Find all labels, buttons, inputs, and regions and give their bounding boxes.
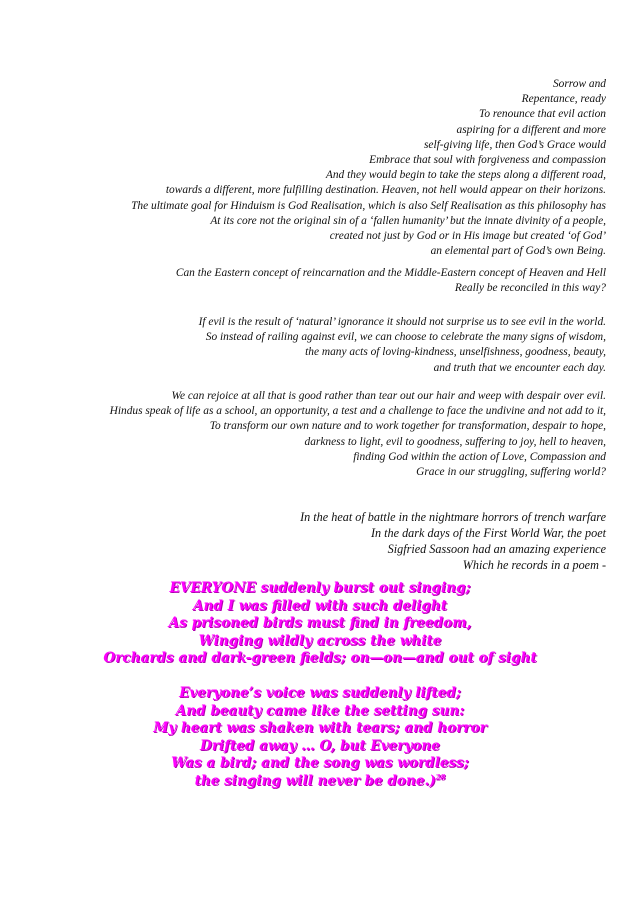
text-line: Sigfried Sassoon had an amazing experience (387, 542, 606, 556)
text-line: towards a different, more fulfilling destination. Heaven, not hell would appear on their horizons. (165, 184, 606, 197)
poem-line: Orchards and dark-green fields; on—on—and out of sight (103, 650, 537, 666)
text-line: If evil is the result of ‘natural’ ignorance it should not surprise us to see evil in the world. (198, 316, 606, 328)
text-line: aspiring for a different and more (456, 123, 606, 136)
text-line: finding God within the action of Love, Compassion and (353, 450, 606, 463)
paragraph-hindu-philosophy (58, 77, 606, 259)
text-line: darkness to light, evil to goodness, suffering to joy, hell to heaven, (304, 435, 606, 448)
text-line: created not just by God or in His image but created ‘of God’ (329, 230, 606, 243)
text-line: In the dark days of the First World War, the poet (370, 526, 606, 540)
text-line: self-giving life, then God’s Grace would (423, 138, 606, 151)
text-line: Hindus speak of life as a school, an opportunity, a test and a challenge to face the undivine and not add to it, (109, 405, 606, 418)
text-line: We can rejoice at all that is good rather than tear out our hair and weep with despair over evil. (171, 390, 606, 402)
text-line: To transform our own nature and to work together for transformation, despair to hope, (209, 420, 606, 433)
text-line: Sorrow and (552, 78, 606, 90)
poem-line-last (80, 773, 560, 791)
poem-line: Drifted away … O, but Everyone (200, 737, 440, 754)
poem-line: Winging wildly across the white (198, 632, 442, 649)
text-line: So instead of railing against evil, we can choose to celebrate the many signs of wisdom, (205, 331, 606, 344)
text-line: Embrace that soul with forgiveness and compassion (369, 154, 606, 167)
text-line: The ultimate goal for Hinduism is God Realisation, which is also Self Realisation as this philosophy has (131, 199, 606, 212)
poem-stanza-1 (80, 580, 560, 668)
text-line: In the heat of battle in the nightmare horrors of trench warfare (300, 510, 606, 524)
text-line: Really be reconciled in this way? (454, 282, 606, 295)
poem-line: Everyone’s voice was suddenly lifted; (179, 685, 461, 701)
text-line: Grace in our struggling, suffering world? (416, 466, 606, 479)
paragraph-reincarnation-question (58, 266, 606, 296)
text-line: the many acts of loving-kindness, unselfishness, goodness, beauty, (305, 346, 606, 359)
footnote-marker: 28 (435, 771, 446, 781)
text-line: At its core not the original sin of a ‘fallen humanity’ but the innate divinity of a people, (210, 214, 606, 227)
poem-line: EVERYONE suddenly burst out singing; (169, 580, 471, 596)
paragraph-evil-ignorance (58, 315, 606, 376)
paragraph-sassoon-intro (58, 509, 606, 573)
poem-line: Was a bird; and the song was wordless; (171, 755, 469, 771)
poem-line-text: the singing will never be done.) (194, 772, 436, 789)
text-line: Can the Eastern concept of reincarnation and the Middle-Eastern concept of Heaven and Hell (175, 267, 606, 279)
poem-line: My heart was shaken with tears; and horror (153, 720, 487, 736)
text-line: To renounce that evil action (479, 108, 606, 121)
poem-stanza-2 (80, 685, 560, 790)
text-line: an elemental part of God’s own Being. (430, 245, 606, 258)
poem-line: And beauty came like the setting sun: (175, 702, 465, 719)
text-line: Repentance, ready (521, 93, 606, 106)
text-line: Which he records in a poem - (462, 558, 606, 572)
text-line: and truth that we encounter each day. (433, 361, 606, 374)
text-line: And they would begin to take the steps along a different road, (325, 169, 606, 182)
paragraph-rejoice (58, 389, 606, 480)
poem-line: And I was filled with such delight (192, 597, 448, 614)
poem-line: As prisoned birds must find in freedom, (168, 615, 472, 631)
